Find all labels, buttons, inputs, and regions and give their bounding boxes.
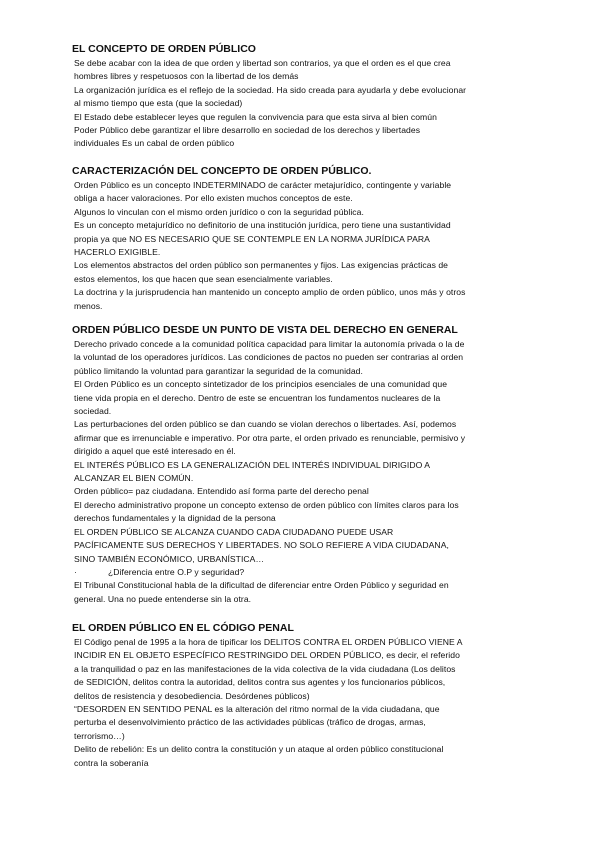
- paragraph-line: Algunos lo vinculan con el mismo orden jurídico o con la seguridad pública.: [74, 206, 364, 217]
- bullet-mark: ·: [74, 566, 77, 577]
- paragraph-line: dirigido a aquel que esté interesado en él.: [74, 446, 236, 457]
- paragraph-line: La organización jurídica es el reflejo de la sociedad. Ha sido creada para ayudarla y debe evolucionar: [74, 84, 467, 95]
- paragraph-line: Es un concepto metajurídico no definitorio de una institución jurídica, pero tiene una sustantividad: [74, 220, 451, 231]
- paragraph-line: propia ya que NO ES NECESARIO QUE SE CONTEMPLE EN LA NORMA JURÍDICA PARA: [74, 233, 430, 244]
- section-derecho-general: [70, 323, 535, 606]
- paragraph-line: la voluntad de los operadores jurídicos. Las condiciones de pactos no pueden ser contrarias al orden: [74, 352, 464, 363]
- paragraph-line: El derecho administrativo propone un concepto extenso de orden público con límites claros para los: [74, 499, 459, 510]
- paragraph-line: general. Una no puede entenderse sin la otra.: [74, 593, 252, 604]
- paragraph-line: El Tribunal Constitucional habla de la dificultad de diferenciar entre Orden Público y seguridad en: [74, 580, 449, 591]
- paragraph-line: SINO TAMBIÉN ECONÓMICO, URBANÍSTICA…: [74, 553, 265, 564]
- paragraph-line: El Orden Público es un concepto sintetizador de los principios esenciales de una comunidad que: [74, 379, 448, 390]
- paragraph-line: contra la soberanía: [74, 757, 149, 768]
- section-concepto: [70, 42, 535, 151]
- bullet-text: ¿Diferencia entre O.P y seguridad?: [108, 566, 245, 577]
- section-body: [70, 636, 535, 770]
- paragraph-line: Los elementos abstractos del orden público son permanentes y fijos. Las exigencias prácticas de: [74, 260, 449, 271]
- paragraph-line: El Código penal de 1995 a la hora de tipificar los DELITOS CONTRA EL ORDEN PÚBLICO VIENE A: [74, 637, 463, 647]
- paragraph-line: derechos fundamentales y la dignidad de la persona: [74, 513, 276, 524]
- section-heading: EL CONCEPTO DE ORDEN PÚBLICO: [72, 43, 256, 55]
- section-body: [70, 57, 535, 151]
- paragraph-line: EL ORDEN PÚBLICO SE ALCANZA CUANDO CADA CIUDADANO PUEDE USAR: [74, 526, 394, 537]
- paragraph-line: ALCANZAR EL BIEN COMÚN.: [74, 473, 194, 484]
- paragraph-line: de SEDICIÓN, delitos contra la autoridad, delitos contra sus agentes y los funcionarios públicos,: [74, 677, 446, 688]
- paragraph-line: al mismo tiempo que esta (que la sociedad): [74, 98, 243, 109]
- paragraph-line: a la tranquilidad o paz en las manifestaciones de la vida colectiva de la vida ciudadana (Los delitos: [74, 663, 456, 674]
- section-heading: EL ORDEN PÚBLICO EN EL CÓDIGO PENAL: [72, 622, 294, 634]
- paragraph-line: menos.: [74, 300, 103, 311]
- bullet-item: [70, 566, 535, 579]
- paragraph-line: público limitando la voluntad para garantizar la seguridad de la comunidad.: [74, 365, 363, 376]
- section-heading: ORDEN PÚBLICO DESDE UN PUNTO DE VISTA DEL DERECHO EN GENERAL: [72, 324, 458, 336]
- paragraph-line: Se debe acabar con la idea de que orden y libertad son contrarios, ya que el orden es el que crea: [74, 58, 451, 68]
- paragraph-line: estos elementos, los que hacen que sean esencialmente variables.: [74, 273, 333, 284]
- paragraph-line: afirmar que es irrenunciable e imperativo. Por otra parte, el orden privado es renunciable, permisivo y: [74, 432, 466, 443]
- paragraph-line: PACÍFICAMENTE SUS DERECHOS Y LIBERTADES. NO SOLO REFIERE A VIDA CIUDADANA,: [74, 540, 449, 551]
- paragraph-line: INCIDIR EN EL OBJETO ESPECÍFICO RESTRINGIDO DEL ORDEN PÚBLICO, es decir, el referido: [74, 650, 460, 661]
- paragraph-line: Orden Público es un concepto INDETERMINADO de carácter metajurídico, contingente y variable: [74, 180, 452, 190]
- paragraph-line: perturba el desenvolvimiento práctico de las actividades públicas (tráfico de drogas, armas,: [74, 717, 426, 728]
- section-caracterizacion: [70, 164, 535, 313]
- section-codigo-penal: [70, 621, 535, 770]
- paragraph-line: sociedad.: [74, 406, 112, 417]
- paragraph-line: terrorismo…): [74, 730, 125, 741]
- paragraph-line: HACERLO EXIGIBLE.: [74, 247, 161, 258]
- paragraph-line: EL INTERÉS PÚBLICO ES LA GENERALIZACIÓN DEL INTERÉS INDIVIDUAL DIRIGIDO A: [74, 459, 431, 470]
- paragraph-line: obliga a hacer valoraciones. Por ello existen muchos conceptos de este.: [74, 193, 353, 204]
- paragraph-line: La doctrina y la jurisprudencia han mantenido un concepto amplio de orden público, unos más y otros: [74, 287, 466, 298]
- section-body: [70, 179, 535, 313]
- paragraph-line: Delito de rebelión: Es un delito contra la constitución y un ataque al orden público constitucional: [74, 744, 444, 755]
- paragraph-line: delitos de resistencia y desobediencia. Desórdenes públicos): [74, 690, 310, 701]
- paragraph-line: Derecho privado concede a la comunidad política capacidad para limitar la autonomía privada o la de: [74, 339, 465, 349]
- paragraph-line: tiene vida propia en el derecho. Dentro de este se encuentran los fundamentos nucleares de la: [74, 392, 441, 403]
- paragraph-line: Orden público= paz ciudadana. Entendido así forma parte del derecho penal: [74, 486, 369, 497]
- section-heading: CARACTERIZACIÓN DEL CONCEPTO DE ORDEN PÚBLICO.: [72, 165, 372, 177]
- paragraph-line: hombres libres y respetuosos con la libertad de los demás: [74, 71, 299, 82]
- paragraph-line: “DESORDEN EN SENTIDO PENAL es la alteración del ritmo normal de la vida ciudadana, que: [74, 704, 440, 715]
- section-body: [70, 338, 535, 606]
- paragraph-line: Las perturbaciones del orden público se dan cuando se violan derechos o libertades. Así, podemos: [74, 419, 457, 430]
- paragraph-line: El Estado debe establecer leyes que regulen la convivencia para que esta sirva al bien común: [74, 111, 437, 122]
- paragraph-line: Poder Público debe garantizar el libre desarrollo en sociedad de los derechos y libertades: [74, 125, 421, 136]
- paragraph-line: individuales Es un cabal de orden público: [74, 138, 235, 149]
